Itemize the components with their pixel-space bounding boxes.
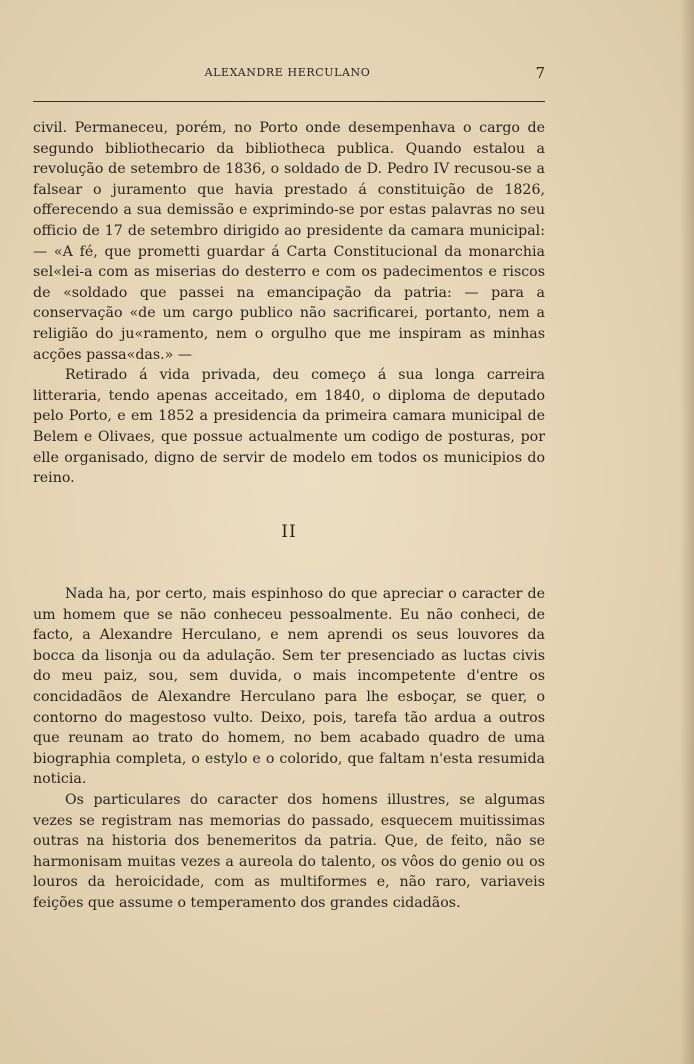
running-head: [30, 66, 545, 86]
paragraph-1: civil. Permaneceu, porém, no Porto onde desempenhava o cargo de segundo bibliothecario da bibliotheca publica. Quando estalou a revolução de setembro de 1836, o soldado de D. Pedro IV recusou-se a falsear o juramento que havia prestado á constituição de 1826, offerecendo a sua demissão e exprimindo-se por estas palavras no seu officio de 17 de setembro dirigido ao presidente da camara municipal:— «A fé, que prometti guardar á Carta Constitucional da monarchia sel«lei-a com as miserias do desterro e com os padecimentos e riscos de «soldado que passei na emancipação da patria: — para a conservação «de um cargo publico não sacrificarei, portanto, nem a religião do ju«ramento, nem o orgulho que me inspiram as minhas acções passa«das.» —: [33, 120, 545, 363]
header-rule: [33, 101, 545, 102]
running-title: ALEXANDRE HERCULANO: [204, 66, 371, 79]
section-paragraph-1: Nada ha, por certo, mais espinhoso do que apreciar o caracter de um homem que se não conheceu pessoalmente. Eu não conheci, de facto, a Alexandre Herculano, e nem aprendi os seus louvores da bocca da lisonja ou da adulação. Sem ter presenciado as luctas civis do meu paiz, sou, sem duvida, o mais incompetente d'entre os concidadãos de Alexandre Herculano para lhe esboçar, se quer, o contorno do magestoso vulto. Deixo, pois, tarefa tão ardua a outros que reunam ao trato do homem, no bem acabado quadro de uma biographia completa, o estylo e o colorido, que faltam n'esta resumida noticia.: [33, 586, 545, 788]
page-number: 7: [535, 64, 545, 82]
section-heading: II: [281, 522, 297, 542]
body-text: [33, 118, 545, 489]
section-body-text: [33, 584, 545, 914]
page-edge-shadow: [680, 0, 694, 1064]
section-paragraph-2: Os particulares do caracter dos homens illustres, se algumas vezes se registram nas memorias do passado, esquecem muitissimas outras na historia dos benemeritos da patria. Que, de feito, não se harmonisam muitas vezes a aureola do talento, os vôos do genio ou os louros da heroicidade, com as multiformes e, não raro, variaveis feições que assume o temperamento dos grandes cidadãos.: [33, 791, 545, 911]
paragraph-2: Retirado á vida privada, deu começo á sua longa carreira litteraria, tendo apenas acceitado, em 1840, o diploma de deputado pelo Porto, e em 1852 a presidencia da primeira camara municipal de Belem e Olivaes, que possue actualmente um codigo de posturas, por elle organisado, digno de servir de modelo em todos os municipios do reino.: [33, 367, 545, 487]
